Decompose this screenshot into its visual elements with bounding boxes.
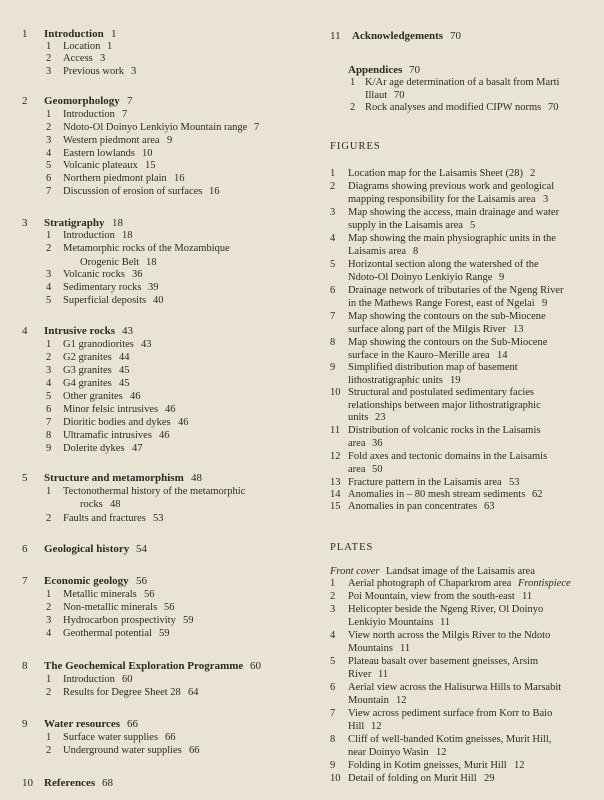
chapter-page: 68 (102, 777, 113, 789)
subsection-title: Other granites (63, 391, 123, 402)
chapter-page: 18 (112, 217, 123, 229)
figure-number: 8 (330, 337, 336, 348)
subsection-title: Location (63, 41, 101, 52)
chapter-number: 5 (22, 472, 28, 484)
subsection-page: 16 (209, 186, 220, 197)
subsection-page: 46 (130, 391, 141, 402)
figure-page: 19 (450, 374, 461, 386)
subsection-page: 45 (119, 378, 130, 389)
plate-page: 11 (440, 617, 451, 628)
plate-text-cont: Mountains (348, 643, 393, 654)
subsection-number: 2 (46, 602, 52, 613)
ack-page: 70 (450, 30, 461, 42)
chapter-title: References (44, 777, 96, 789)
figure-number: 7 (330, 311, 336, 322)
figure-text: Map showing the main physiographic units in the (348, 233, 556, 244)
chapter-title: Structure and metamorphism (44, 472, 184, 484)
subsection-title: G4 granites (63, 378, 112, 389)
subsection-number: 2 (46, 352, 52, 363)
subsection-title: Volcanic rocks (63, 269, 125, 280)
chapter-title: Economic geology (44, 575, 129, 587)
figure-text-cont: Laisamis area (348, 245, 407, 257)
subsection-title: G3 granites (63, 365, 112, 376)
chapter-number: 1 (22, 28, 28, 40)
appendix-page: 70 (394, 90, 405, 101)
subsection-page: 47 (132, 443, 143, 454)
subsection-number: 3 (46, 615, 52, 626)
subsection-page: 45 (119, 365, 130, 376)
chapter-number: 6 (22, 543, 28, 555)
subsection-number: 1 (46, 486, 52, 497)
figure-text-cont: supply in the Laisamis area (348, 219, 463, 231)
plate-text: Helicopter beside the Ngeng River, Ol Doinyo (348, 604, 544, 615)
chapter-number: 3 (22, 217, 28, 229)
subsection-title: Volcanic plateaux (63, 160, 138, 171)
subsection-page: 10 (142, 148, 153, 159)
figure-page: 23 (375, 412, 386, 423)
chapter-title: Water resources (44, 718, 121, 730)
subsection-title: Dioritic bodies and dykes (63, 417, 171, 428)
figure-text-cont: surface in the Kauro–Merille area (348, 349, 490, 361)
figure-text-cont: area (348, 463, 366, 475)
subsection-page: 46 (178, 417, 189, 428)
subsection-number: 2 (46, 513, 52, 524)
plate-number: 4 (330, 630, 336, 641)
plate-text: Detail of folding on Murit Hill (348, 773, 477, 784)
figure-number: 1 (330, 168, 336, 179)
figure-number: 11 (330, 425, 341, 436)
chapter-title: Stratigraphy (44, 217, 105, 229)
ack-title: Acknowledgements (352, 30, 444, 42)
subsection-page: 59 (159, 628, 170, 639)
figure-text: Location map for the Laisamis Sheet (28) (348, 168, 523, 179)
subsection-number: 6 (46, 404, 52, 415)
figure-text-cont: Ndoto-Ol Doinyo Lenkiyio Range (348, 271, 493, 283)
subsection-page: 46 (159, 430, 170, 441)
figure-text-cont: relationships between major lithostratigraphic (348, 399, 541, 411)
subsection-title: Superficial deposits (63, 295, 147, 306)
figure-text: Horizontal section along the watershed of the (348, 259, 539, 270)
subsection-number: 5 (46, 391, 52, 402)
chapter-page: 43 (122, 325, 133, 337)
figure-number: 15 (330, 501, 341, 512)
plate-number: 3 (330, 604, 336, 615)
subsection-title: Introduction (63, 674, 115, 685)
plate-text-cont: River (348, 669, 372, 680)
plate-page: 29 (484, 773, 495, 784)
plate-number: 6 (330, 682, 336, 693)
figure-page: 13 (513, 323, 524, 335)
subsection-title: Introduction (63, 230, 115, 241)
chapter-number: 8 (22, 660, 28, 672)
figure-number: 14 (330, 489, 341, 500)
plate-number: 10 (330, 773, 341, 784)
subsection-title-cont: Orogenic Belt (80, 257, 140, 268)
subsection-number: 2 (46, 745, 52, 756)
subsection-title-cont: rocks (80, 499, 103, 510)
plate-page: Frontispiece (518, 578, 571, 589)
plate-text: Aerial view across the Halisurwa Hills to Marsabit (348, 682, 562, 693)
subsection-number: 5 (46, 160, 52, 171)
subsection-page: 44 (119, 352, 130, 363)
subsection-number: 3 (46, 365, 52, 376)
subsection-number: 4 (46, 378, 52, 389)
figure-text: Drainage network of tributaries of the Ngeng River (348, 285, 564, 296)
appendix-number: 1 (350, 77, 356, 88)
plate-number: 1 (330, 578, 336, 589)
plate-number: 5 (330, 656, 336, 667)
figure-text: Fold axes and tectonic domains in the Laisamis (348, 451, 548, 462)
appendix-page: 70 (548, 102, 559, 113)
figure-number: 2 (330, 181, 336, 192)
chapter-page: 56 (136, 575, 147, 587)
chapter-page: 1 (111, 28, 117, 40)
figure-page: 2 (530, 168, 536, 179)
plate-text: Cliff of well-banded Kotim gneisses, Murit Hill, (348, 734, 552, 745)
subsection-page: 15 (145, 160, 156, 171)
plate-text: Folding in Kotim gneisses, Murit Hill (348, 760, 507, 771)
plate-number: 7 (330, 708, 336, 719)
ack-number: 11 (330, 30, 341, 42)
subsection-title: Discussion of erosion of surfaces (63, 186, 203, 197)
figure-text: Fracture pattern in the Laisamis area (348, 477, 502, 488)
figure-page: 36 (372, 437, 383, 449)
figure-page: 9 (542, 297, 548, 309)
figure-number: 6 (330, 285, 336, 296)
figure-text-cont: mapping responsibility for the Laisamis area (348, 193, 536, 205)
chapter-title: Intrusive rocks (44, 325, 115, 337)
subsection-title: Hydrocarbon prospectivity (63, 615, 176, 626)
subsection-number: 1 (46, 109, 52, 120)
figure-text: Map showing the access, main drainage and water (348, 207, 560, 218)
subsection-page: 7 (254, 122, 260, 133)
figure-text: Anomalies in – 80 mesh stream sediments (348, 489, 526, 500)
subsection-page: 46 (165, 404, 176, 415)
chapter-title: Geomorphology (44, 95, 120, 107)
plate-text: View across pediment surface from Korr to Baio (348, 708, 553, 719)
subsection-title: Metallic minerals (63, 589, 137, 600)
subsection-page: 40 (153, 295, 164, 306)
subsection-page: 56 (144, 589, 155, 600)
subsection-page: 1 (107, 41, 113, 52)
subsection-page: 43 (141, 339, 152, 350)
plate-text: Plateau basalt over basement gneisses, Arsim (348, 656, 539, 667)
plate-text: Aerial photograph of Chaparkrom area (348, 578, 512, 589)
front-cover-label: Front cover (330, 566, 380, 577)
subsection-title: Previous work (63, 66, 124, 77)
plate-number: 9 (330, 760, 336, 771)
subsection-number: 1 (46, 230, 52, 241)
subsection-title: Western piedmont area (63, 135, 160, 146)
figure-page: 63 (484, 501, 495, 512)
subsection-title: Minor felsic intrusives (63, 404, 159, 415)
subsection-title: G1 granodiorites (63, 339, 134, 350)
chapter-title: Geological history (44, 543, 130, 555)
subsection-page: 18 (146, 257, 157, 268)
plate-text: View north across the Milgis River to the Ndoto (348, 630, 551, 641)
figure-text-cont: surface along part of the Milgis River (348, 323, 507, 335)
subsection-page: 56 (164, 602, 175, 613)
chapter-title: The Geochemical Exploration Programme (44, 660, 244, 672)
figure-text: Anomalies in pan concentrates (348, 501, 478, 512)
plate-text-cont: Mountain (348, 695, 389, 706)
appendices-title: Appendices (348, 64, 403, 76)
subsection-page: 60 (122, 674, 133, 685)
plate-page: 12 (371, 721, 382, 732)
subsection-number: 2 (46, 687, 52, 698)
figure-page: 3 (543, 193, 549, 205)
figure-page: 53 (509, 477, 520, 488)
subsection-number: 2 (46, 243, 52, 254)
subsection-number: 2 (46, 122, 52, 133)
plate-text-cont: Hill (348, 721, 365, 732)
figure-number: 10 (330, 387, 341, 398)
chapter-page: 7 (127, 95, 133, 107)
subsection-title: Geothermal potential (63, 628, 152, 639)
subsection-number: 7 (46, 417, 52, 428)
appendices-page: 70 (409, 64, 420, 76)
subsection-number: 4 (46, 282, 52, 293)
plate-text: Poi Mountain, view from the south-east (348, 591, 515, 602)
subsection-title: Surface water supplies (63, 732, 159, 743)
subsection-page: 64 (188, 687, 199, 698)
figure-page: 8 (413, 245, 419, 257)
subsection-page: 9 (167, 135, 173, 146)
plate-page: 12 (436, 747, 447, 758)
chapter-number: 10 (22, 777, 33, 789)
chapter-title: Introduction (44, 28, 104, 40)
subsection-page: 16 (174, 173, 185, 184)
figure-text-cont: units (348, 412, 369, 423)
figure-number: 12 (330, 451, 341, 462)
figure-page: 50 (372, 463, 383, 475)
subsection-number: 7 (46, 186, 52, 197)
plate-text-cont: Lenkiyio Mountains (348, 617, 434, 628)
subsection-title: Introduction (63, 109, 115, 120)
subsection-number: 1 (46, 589, 52, 600)
figure-text: Distribution of volcanic rocks in the Laisamis (348, 425, 541, 436)
plate-page: 11 (522, 591, 533, 602)
subsection-title: Eastern lowlands (63, 148, 136, 159)
subsection-number: 4 (46, 148, 52, 159)
figure-number: 3 (330, 207, 336, 218)
plate-number: 8 (330, 734, 336, 745)
subsection-title: Northern piedmont plain (63, 173, 167, 184)
subsection-number: 3 (46, 66, 52, 77)
subsection-page: 59 (183, 615, 194, 626)
plate-page: 12 (396, 695, 407, 706)
figure-page: 62 (532, 489, 543, 500)
figure-number: 5 (330, 259, 336, 270)
figure-page: 5 (470, 219, 476, 231)
subsection-title: Access (63, 53, 93, 64)
figure-text: Structural and postulated sedimentary facies (348, 387, 535, 398)
subsection-number: 3 (46, 135, 52, 146)
subsection-page: 3 (131, 66, 137, 77)
plate-text-cont: near Doinyo Wasin (348, 747, 429, 758)
subsection-number: 3 (46, 269, 52, 280)
figure-text-cont: in the Mathews Range Forest, east of Ngelai (348, 297, 535, 309)
figure-page: 14 (497, 349, 508, 361)
subsection-title: Metamorphic rocks of the Mozambique (63, 243, 230, 254)
plate-page: 12 (514, 760, 525, 771)
figure-number: 13 (330, 477, 341, 488)
subsection-number: 1 (46, 339, 52, 350)
figure-text: Simplified distribution map of basement (348, 362, 518, 373)
subsection-number: 1 (46, 41, 52, 52)
figure-text: Diagrams showing previous work and geological (348, 181, 555, 192)
front-cover-text: Landsat image of the Laisamis area (386, 566, 535, 577)
chapter-number: 2 (22, 95, 28, 107)
subsection-number: 1 (46, 674, 52, 685)
subsection-title: Results for Degree Sheet 28 (63, 687, 181, 698)
subsection-title: Ndoto-Ol Doinyo Lenkiyio Mountain range (63, 122, 248, 133)
subsection-page: 53 (153, 513, 164, 524)
subsection-number: 8 (46, 430, 52, 441)
subsection-page: 48 (110, 499, 121, 510)
subsection-title: Dolerite dykes (63, 443, 125, 454)
subsection-page: 66 (189, 745, 200, 756)
subsection-number: 2 (46, 53, 52, 64)
appendix-text: Rock analyses and modified CIPW norms (365, 102, 542, 113)
figure-text-cont: lithostratigraphic units (348, 374, 443, 386)
subsection-page: 36 (132, 269, 143, 280)
plates-title: PLATES (330, 542, 374, 553)
subsection-title: Tectonothermal history of the metamorphic (63, 486, 246, 497)
plate-page: 11 (400, 643, 411, 654)
subsection-number: 6 (46, 173, 52, 184)
subsection-title: Non-metallic minerals (63, 602, 158, 613)
chapter-number: 4 (22, 325, 28, 337)
plate-page: 11 (378, 669, 389, 680)
figure-text: Map showing the contours on the Sub-Miocene (348, 337, 548, 348)
chapter-page: 48 (191, 472, 202, 484)
subsection-page: 39 (148, 282, 159, 293)
chapter-number: 7 (22, 575, 28, 587)
subsection-page: 3 (100, 53, 106, 64)
appendix-text-cont: Illaut (365, 90, 388, 101)
subsection-page: 66 (165, 732, 176, 743)
appendix-text: K/Ar age determination of a basalt from Marti (365, 77, 560, 88)
figure-number: 4 (330, 233, 336, 244)
subsection-title: Sedimentary rocks (63, 282, 142, 293)
subsection-page: 7 (122, 109, 128, 120)
figure-text: Map showing the contours on the sub-Miocene (348, 311, 546, 322)
subsection-number: 4 (46, 628, 52, 639)
chapter-page: 60 (250, 660, 261, 672)
subsection-title: Ultramafic intrusives (63, 430, 152, 441)
chapter-number: 9 (22, 718, 28, 730)
subsection-title: Underground water supplies (63, 745, 182, 756)
figure-text-cont: area (348, 437, 366, 449)
subsection-title: Faults and fractures (63, 513, 146, 524)
figure-page: 9 (499, 271, 505, 283)
subsection-number: 9 (46, 443, 52, 454)
subsection-page: 18 (122, 230, 133, 241)
subsection-number: 1 (46, 732, 52, 743)
chapter-page: 54 (136, 543, 147, 555)
appendix-number: 2 (350, 102, 356, 113)
subsection-number: 5 (46, 295, 52, 306)
subsection-title: G2 granites (63, 352, 112, 363)
plate-number: 2 (330, 591, 336, 602)
figure-number: 9 (330, 362, 336, 373)
figures-title: FIGURES (330, 141, 381, 152)
chapter-page: 66 (127, 718, 138, 730)
